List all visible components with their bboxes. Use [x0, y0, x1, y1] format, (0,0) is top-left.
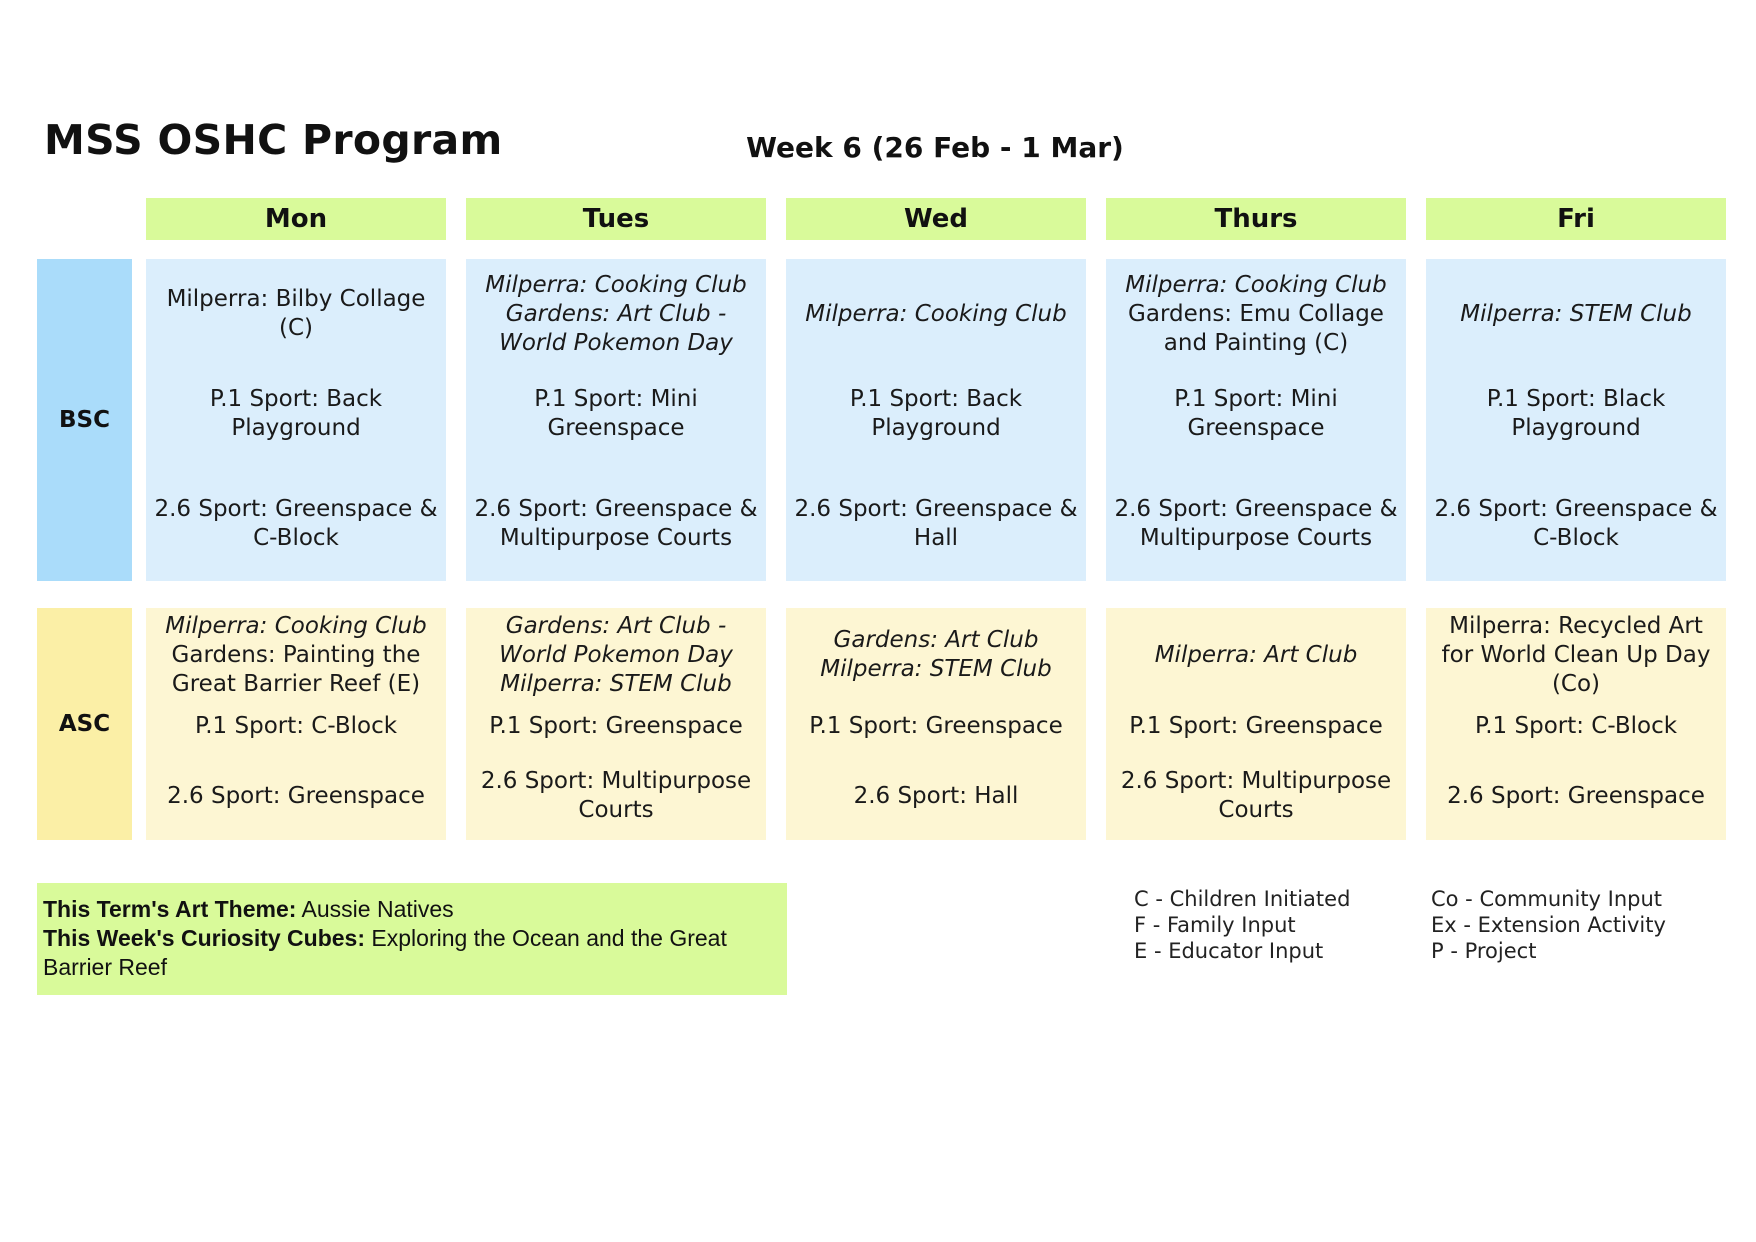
club-activity: [472, 610, 760, 700]
curiosity-cubes-line: [43, 924, 781, 982]
sport-2-6: 2.6 Sport: Multipurpose Courts: [480, 768, 752, 823]
theme-box: [37, 883, 787, 995]
club-line: Gardens: Art Club - World Pokemon Day: [499, 612, 733, 668]
row-label-asc: ASC: [37, 608, 132, 840]
day-header-wed: Wed: [786, 198, 1086, 240]
legend-item: E - Educator Input: [1134, 939, 1324, 963]
club-line: Gardens: Art Club - World Pokemon Day: [499, 300, 733, 356]
legend-item: Ex - Extension Activity: [1431, 913, 1666, 937]
club-line: Milperra: Cooking Club: [805, 300, 1067, 327]
sport-2-6: 2.6 Sport: Greenspace & Multipurpose Courts: [474, 496, 758, 551]
sport-2-6: 2.6 Sport: Greenspace & C-Block: [1434, 496, 1718, 551]
bsc-cell-mon: [146, 259, 446, 581]
club-line: Milperra: Recycled Art for World Clean Up Day (Co): [1441, 612, 1711, 697]
day-header-tues: Tues: [466, 198, 766, 240]
bsc-cell-tues: [466, 259, 766, 581]
p1-sport: P.1 Sport: Back Playground: [849, 386, 1023, 441]
bsc-cell-fri: [1426, 259, 1726, 581]
asc-cell-mon: [146, 608, 446, 840]
week-heading: Week 6 (26 Feb - 1 Mar): [746, 131, 1124, 164]
club-line: Milperra: Art Club: [1154, 641, 1358, 668]
p1-sport: P.1 Sport: Black Playground: [1486, 386, 1666, 441]
bsc-cell-thurs: [1106, 259, 1406, 581]
sport-2-6: 2.6 Sport: Greenspace: [167, 782, 425, 809]
legend-left: [1134, 886, 1350, 964]
curiosity-cubes-label: This Week's Curiosity Cubes:: [43, 925, 366, 951]
club-activity: [792, 269, 1080, 359]
art-theme-line: [43, 895, 781, 924]
sport-2-6: 2.6 Sport: Greenspace: [1447, 782, 1705, 809]
row-label-bsc: BSC: [37, 259, 132, 581]
day-header-mon: Mon: [146, 198, 446, 240]
legend-item: C - Children Initiated: [1134, 887, 1351, 911]
art-theme-value: Aussie Natives: [301, 896, 454, 922]
day-header-fri: Fri: [1426, 198, 1726, 240]
day-header-thurs: Thurs: [1106, 198, 1406, 240]
p1-sport: P.1 Sport: C-Block: [1474, 712, 1678, 739]
legend-item: F - Family Input: [1134, 913, 1296, 937]
club-activity: [472, 269, 760, 359]
p1-sport: P.1 Sport: Back Playground: [209, 386, 383, 441]
club-line: Milperra: STEM Club: [820, 656, 1052, 682]
page-title: MSS OSHC Program: [44, 116, 503, 164]
p1-sport: P.1 Sport: Mini Greenspace: [534, 386, 698, 441]
sport-2-6: 2.6 Sport: Greenspace & Hall: [794, 496, 1078, 551]
legend-item: P - Project: [1431, 939, 1537, 963]
club-activity: [1432, 269, 1720, 359]
club-line: Milperra: STEM Club: [500, 670, 732, 697]
asc-cell-tues: [466, 608, 766, 840]
club-activity: [152, 269, 440, 359]
sport-2-6: 2.6 Sport: Multipurpose Courts: [1120, 768, 1392, 823]
curiosity-cubes-value: Exploring the Ocean and the Great Barrier Reef: [43, 925, 727, 980]
club-line: Gardens: Emu Collage and Painting (C): [1128, 300, 1384, 356]
club-line: Milperra: Cooking Club: [1125, 271, 1387, 298]
club-line: Milperra: Bilby Collage (C): [166, 286, 426, 341]
club-line: Gardens: Art Club: [833, 627, 1039, 653]
club-activity: [792, 610, 1080, 700]
club-line: Milperra: Cooking Club: [165, 612, 427, 639]
asc-cell-thurs: [1106, 608, 1406, 840]
legend-right: [1431, 886, 1666, 964]
club-line: Milperra: Cooking Club: [485, 271, 747, 298]
asc-cell-wed: [786, 608, 1086, 840]
club-activity: [1112, 610, 1400, 700]
sport-2-6: 2.6 Sport: Greenspace & C-Block: [154, 496, 438, 551]
p1-sport: P.1 Sport: Greenspace: [489, 712, 743, 739]
club-activity: [152, 610, 440, 700]
p1-sport: P.1 Sport: Greenspace: [809, 712, 1063, 739]
sport-2-6: 2.6 Sport: Greenspace & Multipurpose Courts: [1114, 496, 1398, 551]
asc-cell-fri: [1426, 608, 1726, 840]
art-theme-label: This Term's Art Theme:: [43, 896, 297, 922]
p1-sport: P.1 Sport: Greenspace: [1129, 712, 1383, 739]
sport-2-6: 2.6 Sport: Hall: [853, 782, 1019, 809]
club-activity: [1112, 269, 1400, 359]
club-line: Gardens: Painting the Great Barrier Reef (E): [171, 641, 421, 697]
club-activity: [1432, 610, 1720, 700]
club-line: Milperra: STEM Club: [1460, 300, 1692, 327]
p1-sport: P.1 Sport: C-Block: [194, 712, 398, 739]
bsc-cell-wed: [786, 259, 1086, 581]
legend-item: Co - Community Input: [1431, 887, 1663, 911]
p1-sport: P.1 Sport: Mini Greenspace: [1174, 386, 1338, 441]
